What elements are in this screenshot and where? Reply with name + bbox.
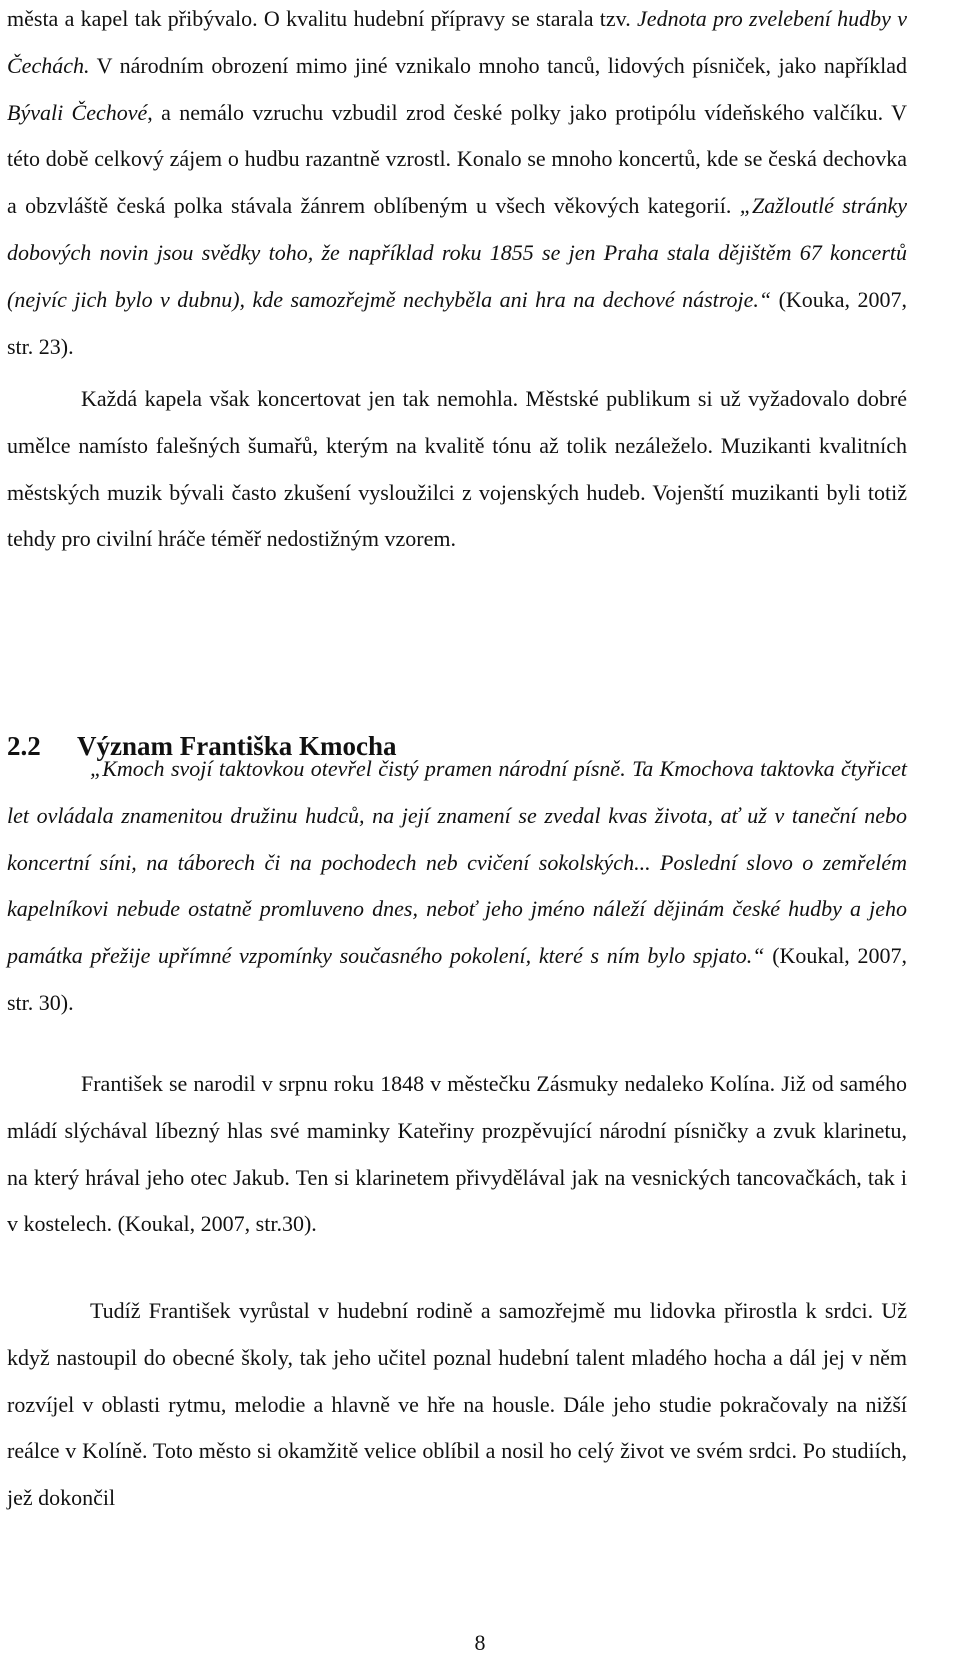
text-segment: města a kapel tak přibývalo. O kvalitu hudební přípravy se starala tzv. [7,6,638,31]
text-segment: Každá kapela však koncertovat jen tak nemohla. Městské publikum si už vyžadovalo dobré umělce namísto falešných šumařů, kterým na kvalitě tónu až tolik nezáleželo. Muzikanti kvalitních městských muzik bývali často zkušení vysloužilci z vojenských hudeb. Vojenští muzikanti byli totiž tehdy pro civilní hráče téměř nedostižným vzorem. [7,386,907,552]
paragraph-kmoch-birth [7,1061,907,1248]
section-title: Význam Františka Kmocha [77,731,397,761]
paragraph-kmoch-youth [7,1288,907,1522]
text-segment: „Zažloutlé stránky dobových novin jsou svědky toho, že například roku 1855 se jen Praha stala dějištěm 67 koncertů (nejvíc jich bylo v dubnu), kde samozřejmě nechyběla ani hra na dechové nástroje.“ [7,193,907,312]
text-segment: „Kmoch svojí taktovkou otevřel čistý pramen národní písně. Ta Kmochova taktovka čtyřicet let ovládala znamenitou družinu hudců, na její znamení se zvedal kvas života, ať už v taneční nebo koncertní síni, na táborech či na pochodech neb cvičení sokolských... Poslední slovo o zemřelém kapelníkovi nebude ostatně promluveno dnes, neboť jeho jméno náleží dějinám české hudby a jeho památka přežije upřímné vzpomínky současného pokolení, které s ním bylo spjato.“ [7,756,907,969]
text-segment: , a nemálo vzruchu vzbudil zrod české polky jako protipólu vídeňského valčíku. V této době celkový zájem o hudbu razantně vzrostl. Konalo se mnoho koncertů, kde se česká dechovka a obzvláště česká polka stávala žánrem oblíbeným u všech věkových kategorií. [7,99,907,219]
section-number: 2.2 [7,731,41,761]
text-segment: František se narodil v srpnu roku 1848 v městečku Zásmuky nedaleko Kolína. Již od samého mládí slýchával líbezný hlas své maminky Kateřiny prozpěvující národní písničky a zvuk klarinetu, na který hrával jeho otec Jakub. Ten si klarinetem přivydělával jak na vesnických tancovačkách, tak i v kostelech. (Koukal, 2007, str.30). [7,1071,907,1237]
page-number: 8 [474,1630,486,1655]
text-segment: Jednota pro zvelebení hudby v Čechách. [7,6,907,78]
text-segment: (Kouka, 2007, str. 23). [7,286,907,359]
text-segment: Tudíž František vyrůstal v hudební rodině a samozřejmě mu lidovka přirostla k srdci. Už když nastoupil do obecné školy, tak jeho učitel poznal hudební talent mladého hocha a dál jej v něm rozvíjel v oblasti rytmu, melodie a hlavně ve hře na housle. Dále jeho studie pokračovaly na nižší reálce v Kolíně. Toto město si okamžitě velice oblíbil a nosil ho celý život ve svém srdci. Po studiích, jež dokončil [7,1298,907,1511]
text-segment: (Koukal, 2007, str. 30). [7,943,907,1015]
paragraph-national-revival [7,0,907,370]
paragraph-kmoch-quote [7,746,907,1027]
paragraph-city-bands [7,376,907,563]
text-segment: Bývali Čechové [7,99,148,125]
text-segment: V národním obrození mimo jiné vznikalo mnoho tanců, lidových písniček, jako například [89,52,907,78]
